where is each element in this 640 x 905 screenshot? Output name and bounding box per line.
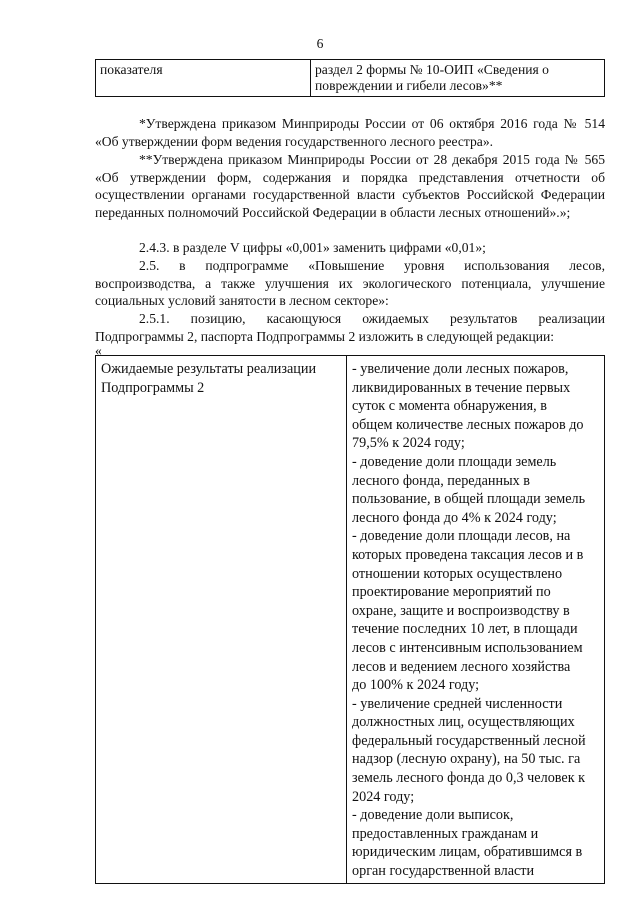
result-line: - доведение доли площади лесов, на xyxy=(352,528,571,545)
result-line: лесов с интенсивным использованием xyxy=(352,639,583,656)
top-table-right-cell: раздел 2 формы № 10-ОИП «Сведения о повреждении и гибели лесов»** xyxy=(311,60,605,97)
paragraph-2-5-1-text: 2.5.1. позицию, касающуюся ожидаемых результатов реализации Подпрограммы 2, паспорта Подпрограммы 2 изложить в следующей редакции: xyxy=(95,311,605,344)
result-line: орган государственной власти xyxy=(352,863,535,880)
result-line: охране, защите и воспроизводству в xyxy=(352,602,570,619)
result-line: лесного фонда, переданных в xyxy=(352,472,530,489)
result-line: - увеличение доли лесных пожаров, xyxy=(352,361,569,377)
main-table-left-cell: Ожидаемые результаты реализации Подпрограммы 2 xyxy=(96,356,347,884)
paragraph-2-4-3 xyxy=(95,239,605,257)
results-list xyxy=(352,360,599,881)
result-line: которых проведена таксация лесов и в xyxy=(352,546,584,563)
footnote-1 xyxy=(95,115,605,150)
result-line: общем количестве лесных пожаров до xyxy=(352,416,584,433)
top-table xyxy=(95,59,605,97)
result-line: - доведение доли выписок, xyxy=(352,807,514,824)
footnote-2 xyxy=(95,151,605,222)
result-line: юридическим лицам, обратившимся в xyxy=(352,844,583,861)
footnote-2-text: **Утверждена приказом Минприроды России от 28 декабря 2015 года № 565 «Об утверждении форм, содержания и порядка представления отчетности об осуществлении органами государственной власти субъектов Российской Федерации переданных полномочий Российской Федерации в области лесных отношений».»; xyxy=(95,152,605,221)
result-line: - увеличение средней численности xyxy=(352,695,563,712)
table-row xyxy=(96,356,605,884)
result-line: пользование, в общей площади земель xyxy=(352,491,586,508)
page-number: 6 xyxy=(316,36,324,51)
result-line: до 100% к 2024 году; xyxy=(352,677,480,694)
main-table-right-cell xyxy=(347,356,605,884)
result-line: ликвидированных в течение первых xyxy=(352,379,571,396)
footnote-1-text: *Утверждена приказом Минприроды России от 06 октября 2016 года № 514 «Об утверждении форм ведения государственного лесного реестра». xyxy=(95,116,605,149)
result-line: федеральный государственный лесной xyxy=(352,732,586,749)
result-line: - доведение доли площади земель xyxy=(352,453,557,470)
table-row xyxy=(96,60,605,97)
result-line: лесного фонда до 4% к 2024 году; xyxy=(352,509,557,526)
result-line: должностных лиц, осуществляющих xyxy=(352,714,575,731)
quote-open: « xyxy=(95,343,102,358)
result-line: лесов и ведением лесного хозяйства xyxy=(352,658,571,675)
paragraph-2-5-text: 2.5. в подпрограмме «Повышение уровня использования лесов, воспроизводства, а также улучшения их экологического потенциала, улучшение социальных условий занятости в лесном секторе»: xyxy=(95,258,605,309)
top-table-left-cell: показателя xyxy=(96,60,311,97)
paragraph-2-4-3-text: 2.4.3. в разделе V цифры «0,001» заменить цифрами «0,01»; xyxy=(139,240,486,255)
result-line: течение последних 10 лет, в площади xyxy=(352,621,578,638)
main-table xyxy=(95,355,605,884)
result-line: предоставленных гражданам и xyxy=(352,825,539,842)
result-line: 2024 году; xyxy=(352,788,415,805)
result-line: надзор (лесную охрану), на 50 тыс. га xyxy=(352,751,581,768)
paragraph-2-5 xyxy=(95,257,605,310)
result-line: суток с момента обнаружения, в xyxy=(352,398,547,415)
result-line: проектирование мероприятий по xyxy=(352,584,551,601)
paragraph-2-5-1 xyxy=(95,310,605,345)
result-line: отношении которых осуществлено xyxy=(352,565,563,582)
result-line: земель лесного фонда до 0,3 человек к xyxy=(352,770,586,787)
result-line: 79,5% к 2024 году; xyxy=(352,435,465,452)
